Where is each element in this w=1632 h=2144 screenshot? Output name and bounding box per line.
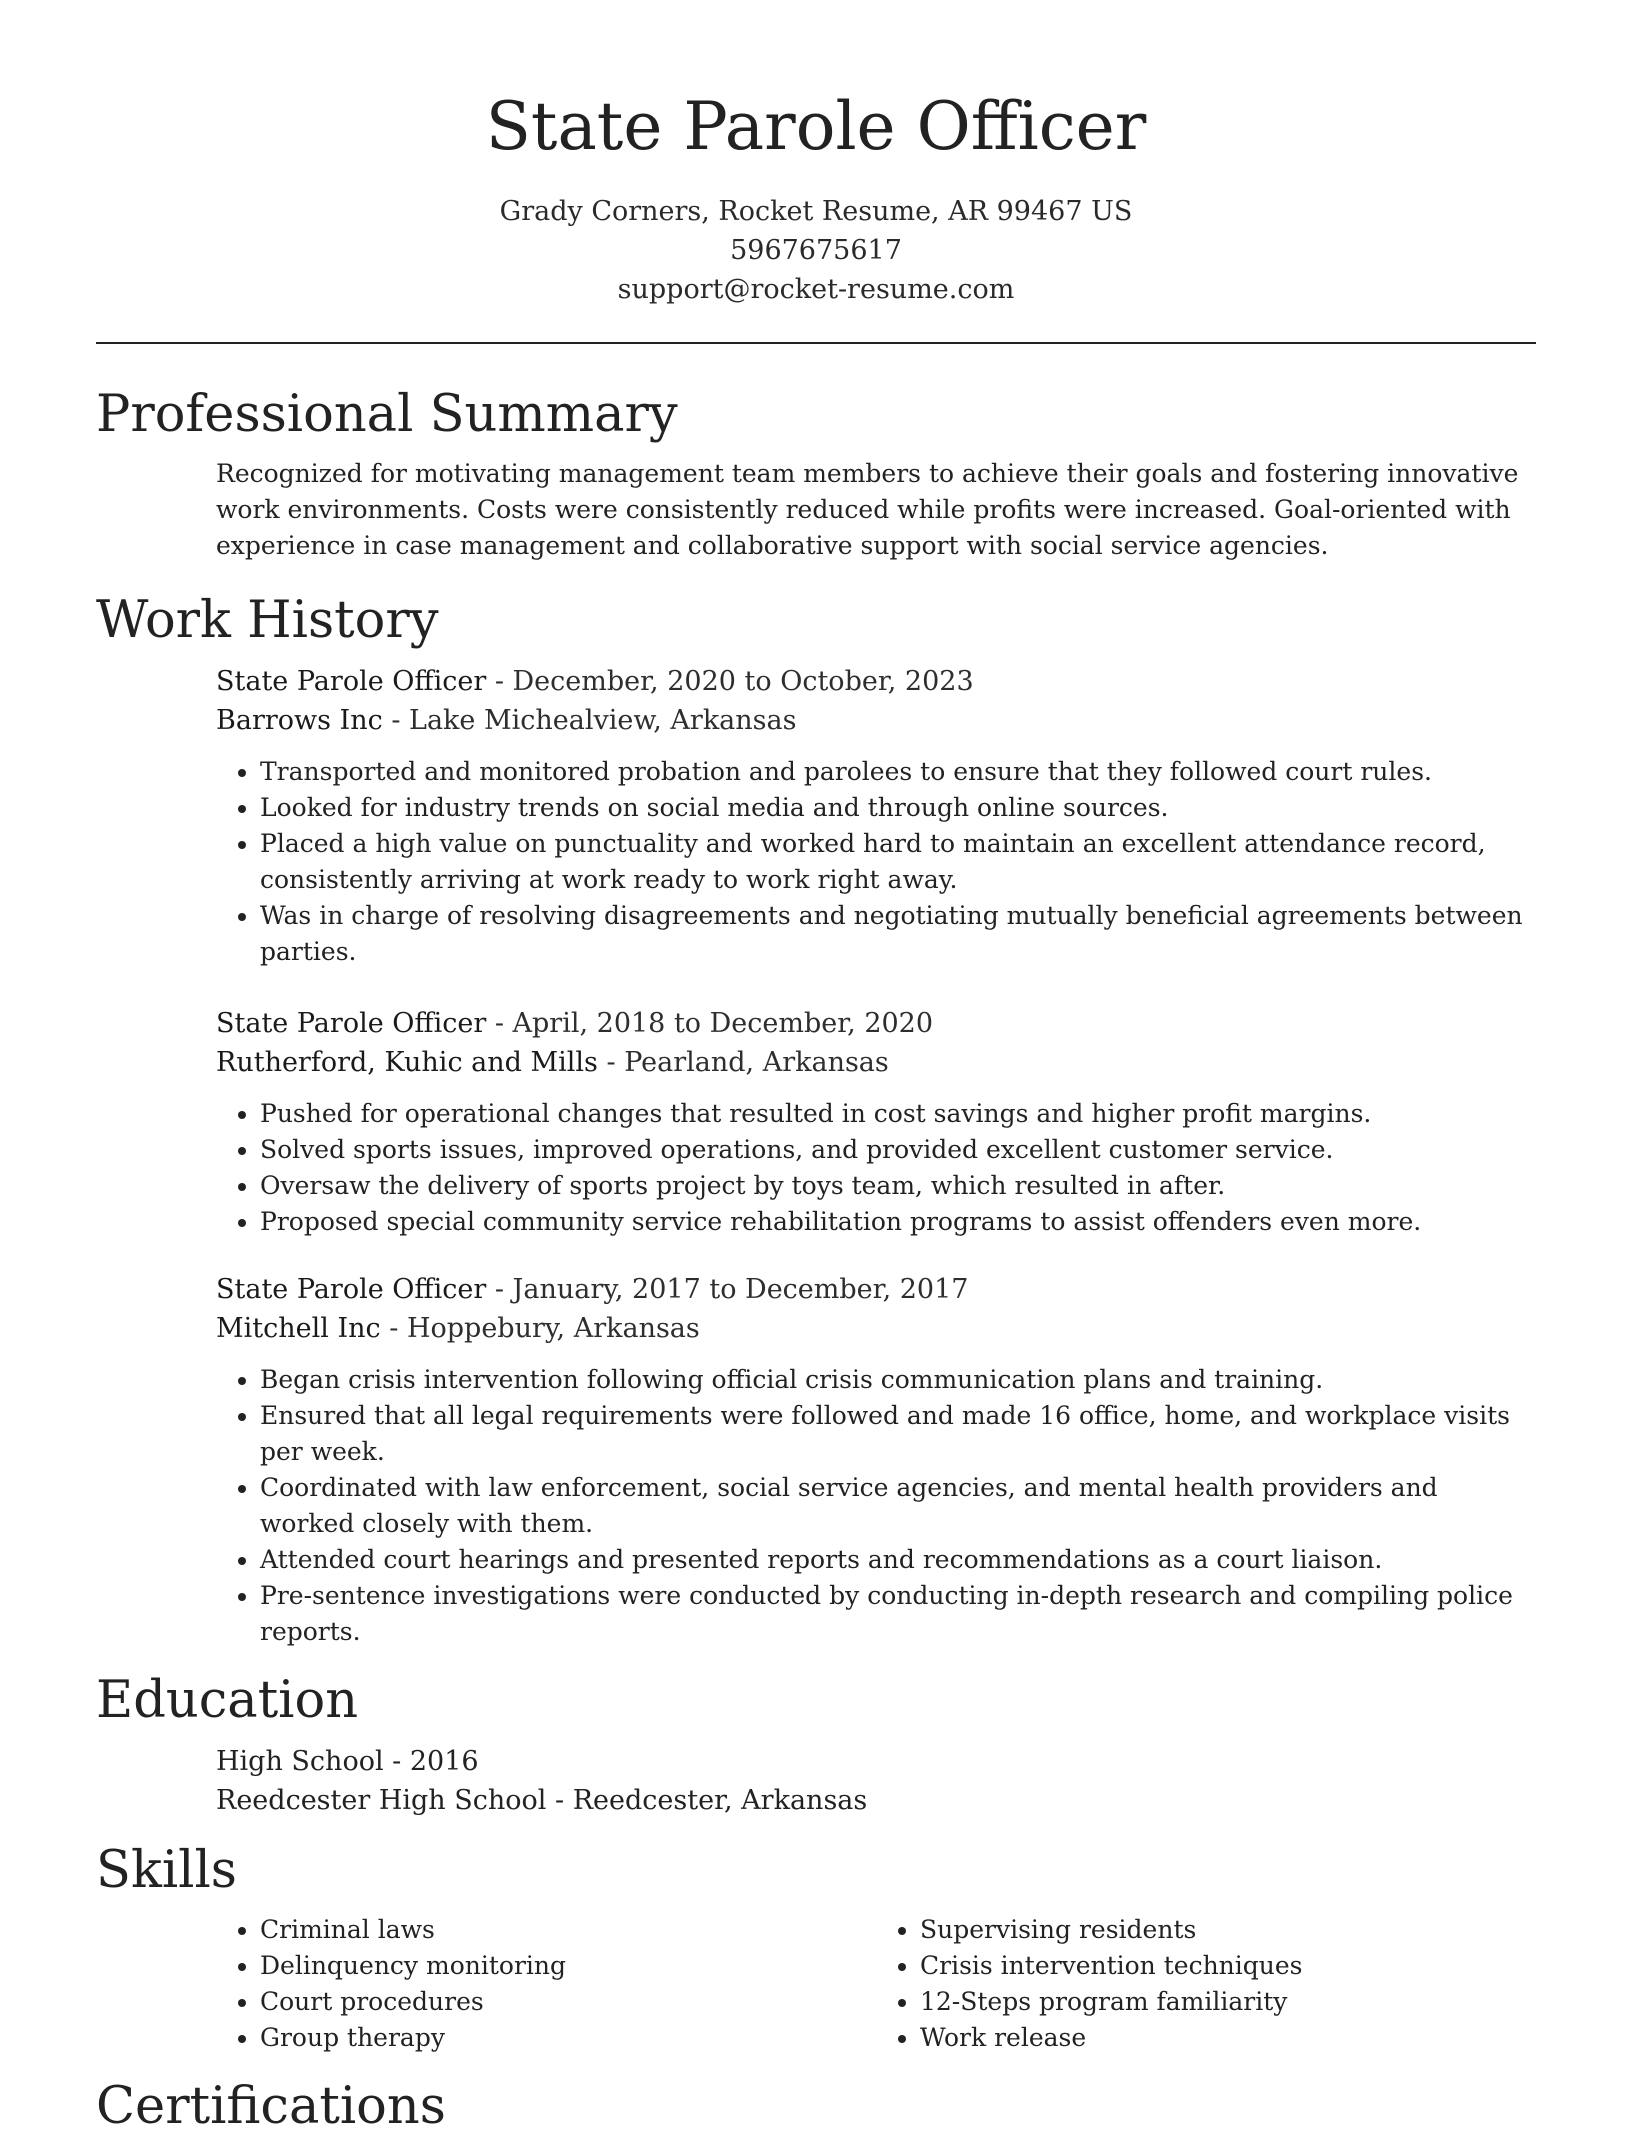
job-bullet: • Transported and monitored probation and parolees to ensure that they followed court rules.	[260, 754, 1536, 790]
skill-item: • Group therapy	[260, 2020, 876, 2056]
skills-list-left	[216, 1912, 876, 2056]
job-company-line	[216, 1309, 1536, 1348]
education-entry	[216, 1742, 1536, 1820]
job-bullet: • Placed a high value on punctuality and worked hard to maintain an excellent attendance record, consistently arriving at work ready to work right away.	[260, 826, 1536, 898]
work-history-heading: Work History	[96, 591, 439, 650]
job-location: - Pearland, Arkansas	[597, 1047, 889, 1078]
job-dates: - December, 2020 to October, 2023	[486, 666, 974, 697]
skills-list-right	[876, 1912, 1536, 2056]
job-company: Mitchell Inc	[216, 1313, 381, 1344]
job-bullet: • Solved sports issues, improved operations, and provided excellent customer service.	[260, 1132, 1536, 1168]
resume-body	[96, 378, 1536, 2144]
skill-item: • Criminal laws	[260, 1912, 876, 1948]
education-degree-line	[216, 1742, 1536, 1781]
job-company-line	[216, 701, 1536, 740]
job-entry	[216, 1270, 1536, 1650]
job-bullet: • Oversaw the delivery of sports project by toys team, which resulted in after.	[260, 1168, 1536, 1204]
job-company: Rutherford, Kuhic and Mills	[216, 1047, 598, 1078]
job-dates: - January, 2017 to December, 2017	[486, 1274, 969, 1305]
education-degree: High School	[216, 1746, 384, 1777]
skill-item: • Court procedures	[260, 1984, 876, 2020]
education-heading: Education	[96, 1671, 359, 1730]
skill-item: • Supervising residents	[920, 1912, 1536, 1948]
job-company: Barrows Inc	[216, 705, 383, 736]
resume-header	[0, 0, 1632, 309]
address-text: Grady Corners, Rocket Resume, AR 99467 US	[499, 196, 1133, 227]
job-company-line	[216, 1043, 1536, 1082]
certifications-heading: Certifications	[96, 2077, 446, 2136]
job-bullets	[216, 1096, 1536, 1240]
education-school-line	[216, 1781, 1536, 1820]
phone-text: 5967675617	[730, 235, 902, 266]
job-bullet: • Looked for industry trends on social media and through online sources.	[260, 790, 1536, 826]
contact-block	[0, 192, 1632, 309]
job-bullets	[216, 754, 1536, 970]
education-school: Reedcester High School	[216, 1785, 547, 1816]
job-bullet: • Pre-sentence investigations were conducted by conducting in-depth research and compiling police reports.	[260, 1578, 1536, 1650]
summary-heading: Professional Summary	[96, 385, 678, 444]
skill-item: • Work release	[920, 2020, 1536, 2056]
job-entry	[216, 1004, 1536, 1240]
job-title-line	[216, 1270, 1536, 1309]
skill-item: • 12-Steps program familiarity	[920, 1984, 1536, 2020]
job-bullet: • Proposed special community service rehabilitation programs to assist offenders even more.	[260, 1204, 1536, 1240]
education-location: - Reedcester, Arkansas	[546, 1785, 868, 1816]
skills-heading: Skills	[96, 1841, 237, 1900]
email-text: support@rocket-resume.com	[617, 274, 1015, 305]
job-role: State Parole Officer	[216, 666, 487, 697]
education-year: - 2016	[383, 1746, 479, 1777]
job-bullet: • Coordinated with law enforcement, social service agencies, and mental health providers and worked closely with them.	[260, 1470, 1536, 1542]
job-bullet: • Ensured that all legal requirements were followed and made 16 office, home, and workplace visits per week.	[260, 1398, 1536, 1470]
job-role: State Parole Officer	[216, 1008, 487, 1039]
job-location: - Hoppebury, Arkansas	[380, 1313, 700, 1344]
skill-item: • Crisis intervention techniques	[920, 1948, 1536, 1984]
resume-name: State Parole Officer	[485, 88, 1147, 165]
summary-text: Recognized for motivating management team members to achieve their goals and fostering innovative work environments. Costs were consistently reduced while profits were increased. Goal-oriented with experience in case management and collaborative support with social service agencies.	[216, 459, 1519, 560]
job-dates: - April, 2018 to December, 2020	[486, 1008, 934, 1039]
job-role: State Parole Officer	[216, 1274, 487, 1305]
job-bullet: • Pushed for operational changes that resulted in cost savings and higher profit margins.	[260, 1096, 1536, 1132]
job-location: - Lake Michealview, Arkansas	[382, 705, 797, 736]
job-title-line	[216, 1004, 1536, 1043]
job-bullets	[216, 1362, 1536, 1650]
skill-item: • Delinquency monitoring	[260, 1948, 876, 1984]
job-title-line	[216, 662, 1536, 701]
job-bullet: • Began crisis intervention following official crisis communication plans and training.	[260, 1362, 1536, 1398]
job-entry	[216, 662, 1536, 970]
skills-columns	[216, 1908, 1536, 2056]
job-bullet: • Attended court hearings and presented reports and recommendations as a court liaison.	[260, 1542, 1536, 1578]
job-bullet: • Was in charge of resolving disagreements and negotiating mutually beneficial agreements between parties.	[260, 898, 1536, 970]
header-divider	[96, 342, 1536, 344]
